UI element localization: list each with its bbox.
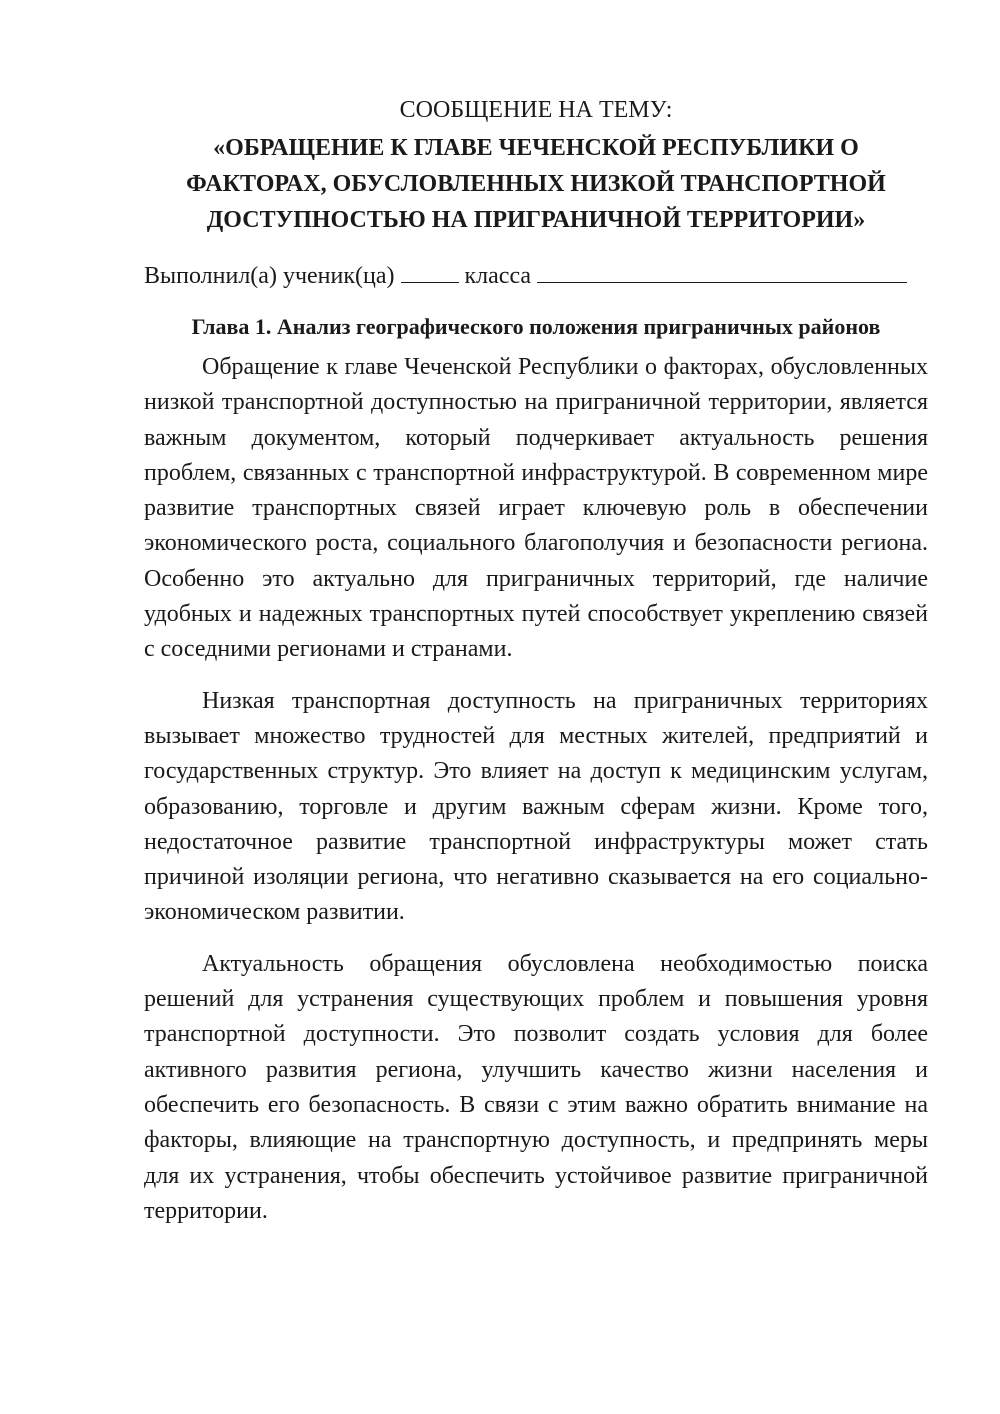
topic-line-2: ФАКТОРАХ, ОБУСЛОВЛЕННЫХ НИЗКОЙ ТРАНСПОРТНОЙ bbox=[186, 171, 886, 197]
class-blank[interactable] bbox=[401, 256, 459, 283]
author-line bbox=[144, 256, 928, 294]
topic-line-3: ДОСТУПНОСТЬЮ НА ПРИГРАНИЧНОЙ ТЕРРИТОРИИ» bbox=[206, 207, 866, 233]
author-prefix: Выполнил(а) ученик(ца) bbox=[144, 263, 395, 289]
topic-line-1: «ОБРАЩЕНИЕ К ГЛАВЕ ЧЕЧЕНСКОЙ РЕСПУБЛИКИ О bbox=[213, 135, 859, 161]
chapter-title: Глава 1. Анализ географического положения приграничных районов bbox=[191, 314, 881, 339]
class-label: класса bbox=[464, 263, 532, 289]
document-topic bbox=[144, 130, 928, 238]
paragraph-1: Обращение к главе Чеченской Республики о факторах, обусловленных низкой транспортной доступностью на приграничной территории, является важным документом, который подчеркивает актуальность решения проблем, связанных с транспортной инфраструктурой. В современном мире развитие транспортных связей играет ключевую роль в обеспечении экономического роста, социального благополучия и безопасности региона. Особенно это актуально для приграничных территорий, где наличие удобных и надежных транспортных путей способствует укреплению связей с соседними регионами и странами. bbox=[144, 354, 928, 663]
name-blank[interactable] bbox=[537, 256, 907, 283]
document-page bbox=[144, 92, 928, 1229]
document-label: СООБЩЕНИЕ НА ТЕМУ: bbox=[399, 97, 673, 123]
paragraph-2: Низкая транспортная доступность на приграничных территориях вызывает множество трудностей для местных жителей, предприятий и государственных структур. Это влияет на доступ к медицинским услугам, образованию, торговле и другим важным сферам жизни. Кроме того, недостаточное развитие транспортной инфраструктуры может стать причиной изоляции региона, что негативно сказывается на его социально-экономическом развитии. bbox=[144, 687, 928, 926]
paragraph-3: Актуальность обращения обусловлена необходимостью поиска решений для устранения существующих проблем и повышения уровня транспортной доступности. Это позволит создать условия для более активного развития региона, улучшить качество жизни населения и обеспечить его безопасность. В связи с этим важно обратить внимание на факторы, влияющие на транспортную доступность, и предпринять меры для их устранения, чтобы обеспечить устойчивое развитие приграничной территории. bbox=[144, 950, 928, 1224]
